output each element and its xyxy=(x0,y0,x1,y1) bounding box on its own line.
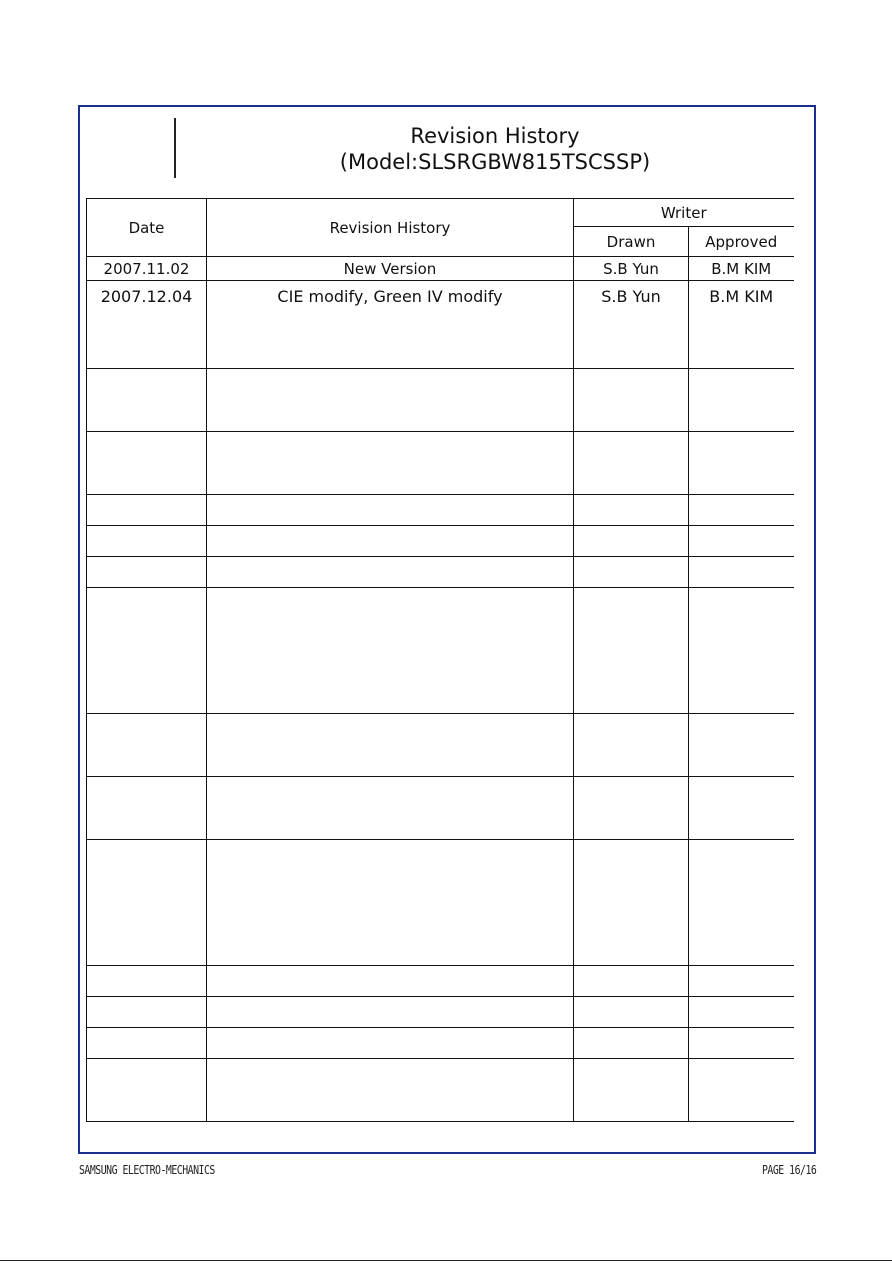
table-row xyxy=(87,714,794,777)
cell-drawn xyxy=(574,495,689,526)
cell-approved xyxy=(689,495,794,526)
cell-revision xyxy=(207,714,574,777)
cell-drawn xyxy=(574,1059,689,1122)
cell-approved xyxy=(689,840,794,966)
table-row xyxy=(87,369,794,432)
header-date xyxy=(87,199,207,257)
cell-date xyxy=(87,997,207,1028)
header-writer-label: Writer xyxy=(660,203,707,222)
cell-revision: New Version xyxy=(207,257,574,281)
cell-drawn xyxy=(574,369,689,432)
table-row xyxy=(87,777,794,840)
table-row xyxy=(87,526,794,557)
cell-approved xyxy=(689,588,794,714)
cell-drawn: S.B Yun xyxy=(574,281,689,369)
bottom-rule xyxy=(0,1260,892,1261)
cell-approved xyxy=(689,777,794,840)
cell-revision xyxy=(207,369,574,432)
cell-date: 2007.11.02 xyxy=(87,257,207,281)
cell-approved xyxy=(689,1028,794,1059)
cell-date: 2007.12.04 xyxy=(87,281,207,369)
cell-date xyxy=(87,1059,207,1122)
table-row xyxy=(87,495,794,526)
cell-revision xyxy=(207,966,574,997)
document-title xyxy=(230,123,760,175)
cell-approved xyxy=(689,557,794,588)
cell-drawn xyxy=(574,557,689,588)
header-revision xyxy=(207,199,574,257)
cell-revision xyxy=(207,557,574,588)
cell-date xyxy=(87,777,207,840)
cell-revision xyxy=(207,840,574,966)
table-row xyxy=(87,1059,794,1122)
cell-drawn xyxy=(574,840,689,966)
cell-date xyxy=(87,495,207,526)
revision-rows xyxy=(87,257,794,1122)
footer-page-number: PAGE 16/16 xyxy=(762,1163,817,1177)
cell-date xyxy=(87,966,207,997)
header-revision-label: Revision History xyxy=(329,218,451,237)
cell-date xyxy=(87,840,207,966)
cell-revision xyxy=(207,997,574,1028)
cell-revision xyxy=(207,1028,574,1059)
cell-approved xyxy=(689,714,794,777)
cell-revision xyxy=(207,526,574,557)
cell-date xyxy=(87,714,207,777)
header-approved xyxy=(689,227,794,257)
cell-revision xyxy=(207,777,574,840)
header-writer xyxy=(574,199,794,227)
cell-drawn: S.B Yun xyxy=(574,257,689,281)
table-row xyxy=(87,1028,794,1059)
cell-approved xyxy=(689,997,794,1028)
cell-date xyxy=(87,369,207,432)
table-row xyxy=(87,588,794,714)
table-row xyxy=(87,966,794,997)
cell-revision xyxy=(207,1059,574,1122)
cell-drawn xyxy=(574,777,689,840)
cell-revision xyxy=(207,495,574,526)
cell-drawn xyxy=(574,997,689,1028)
title-line-1: Revision History xyxy=(410,124,580,148)
header-drawn xyxy=(574,227,689,257)
header-drawn-label: Drawn xyxy=(606,232,656,251)
cell-approved xyxy=(689,526,794,557)
cell-date xyxy=(87,526,207,557)
table-row xyxy=(87,281,794,369)
cell-drawn xyxy=(574,1028,689,1059)
footer-company: SAMSUNG ELECTRO-MECHANICS xyxy=(79,1163,215,1177)
logo-divider xyxy=(174,118,176,178)
title-line-2: (Model:SLSRGBW815TSCSSP) xyxy=(339,150,651,174)
revision-table xyxy=(86,198,794,1122)
cell-approved: B.M KIM xyxy=(689,257,794,281)
cell-approved xyxy=(689,1059,794,1122)
cell-date xyxy=(87,432,207,495)
table-row xyxy=(87,557,794,588)
cell-drawn xyxy=(574,714,689,777)
cell-date xyxy=(87,588,207,714)
cell-revision xyxy=(207,432,574,495)
cell-approved xyxy=(689,432,794,495)
cell-approved xyxy=(689,966,794,997)
cell-drawn xyxy=(574,966,689,997)
table-row xyxy=(87,840,794,966)
cell-date xyxy=(87,557,207,588)
cell-drawn xyxy=(574,526,689,557)
header-approved-label: Approved xyxy=(705,232,778,251)
cell-date xyxy=(87,1028,207,1059)
table-row xyxy=(87,257,794,281)
cell-revision xyxy=(207,588,574,714)
cell-drawn xyxy=(574,432,689,495)
header-date-label: Date xyxy=(128,218,165,237)
cell-approved xyxy=(689,369,794,432)
table-row xyxy=(87,432,794,495)
cell-revision: CIE modify, Green IV modify xyxy=(207,281,574,369)
cell-drawn xyxy=(574,588,689,714)
table-row xyxy=(87,997,794,1028)
cell-approved: B.M KIM xyxy=(689,281,794,369)
